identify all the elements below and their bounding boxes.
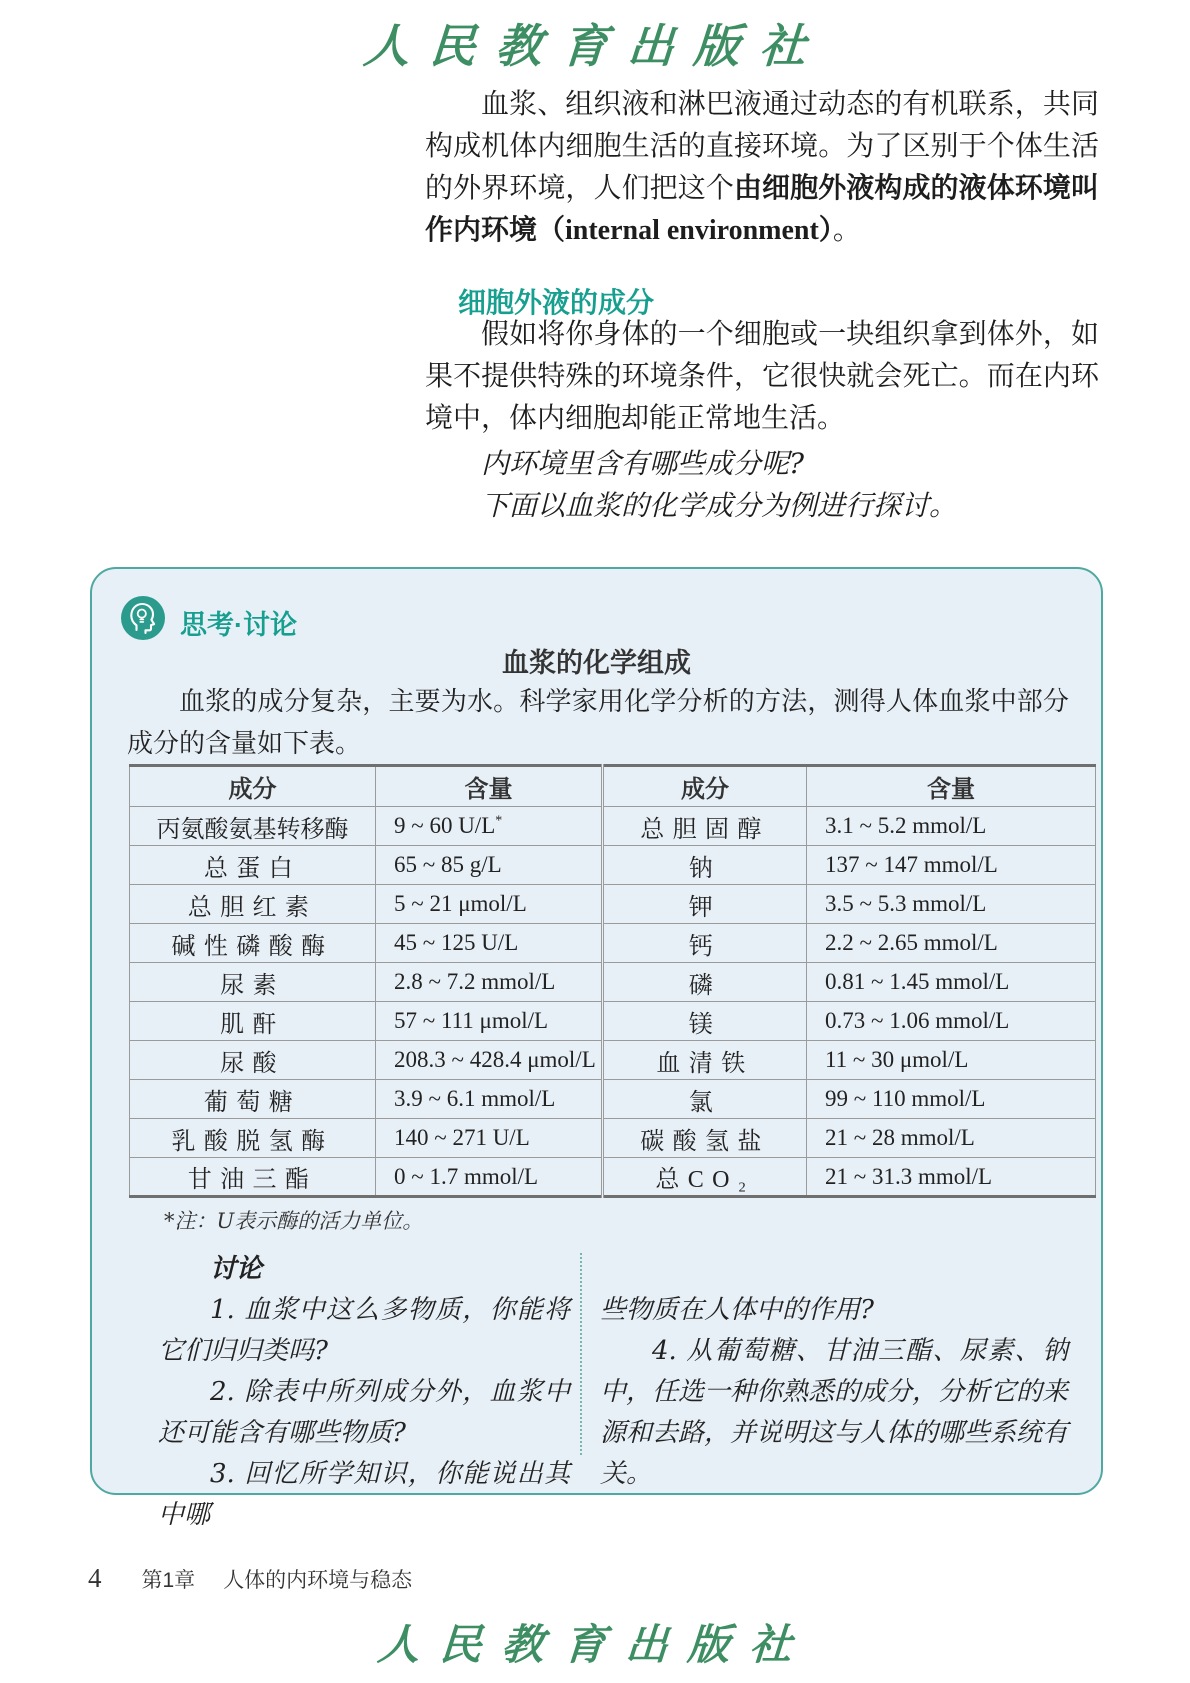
value-cell: 65 ~ 85 g/L <box>376 846 603 885</box>
publisher-logo-top: 人民教育出版社 <box>361 19 828 73</box>
value-cell: 137 ~ 147 mmol/L <box>807 846 1096 885</box>
component-cell: 镁 <box>603 1002 807 1041</box>
value-cell: 0.81 ~ 1.45 mmol/L <box>807 963 1096 1002</box>
table-row <box>130 846 1096 885</box>
discussion-item: 3. 回忆所学知识，你能说出其中哪 <box>158 1459 570 1530</box>
value-cell: 99 ~ 110 mmol/L <box>807 1080 1096 1119</box>
value-cell: 3.5 ~ 5.3 mmol/L <box>807 885 1096 924</box>
dotted-divider <box>580 1253 582 1455</box>
value-cell: 3.1 ~ 5.2 mmol/L <box>807 807 1096 846</box>
discussion-heading: 讨论 <box>210 1254 263 1284</box>
value-cell: 5 ~ 21 μmol/L <box>376 885 603 924</box>
plasma-composition-table <box>129 764 1096 1198</box>
think-discuss-label: 思考·讨论 <box>180 610 297 640</box>
value-cell: 0 ~ 1.7 mmol/L <box>376 1158 603 1197</box>
value-cell: 0.73 ~ 1.06 mmol/L <box>807 1002 1096 1041</box>
think-discuss-box <box>90 567 1103 1530</box>
component-cell: 钙 <box>603 924 807 963</box>
value-cell: 208.3 ~ 428.4 μmol/L <box>376 1041 603 1080</box>
table-row <box>130 924 1096 963</box>
table-row <box>130 807 1096 846</box>
intro-paragraph <box>425 84 1099 252</box>
box-title: 血浆的化学组成 <box>502 648 691 678</box>
discussion-item: 4. 从葡萄糖、甘油三酯、尿素、钠中，任选一种你熟悉的成分，分析它的来源和去路，并说明这与人体的哪些系统有关。 <box>600 1336 1069 1489</box>
value-cell: 21 ~ 28 mmol/L <box>807 1119 1096 1158</box>
component-cell: 钠 <box>603 846 807 885</box>
component-cell: 血清铁 <box>603 1041 807 1080</box>
key-term-bold: 由细胞外液构成的液体环境叫作内环境（internal environment） <box>425 173 1099 246</box>
intro-paragraph-lead: 血浆、组织液和淋巴液通过动态的有机联系，共同构成机体内细胞生活的直接环境。为了区别于个体生活的外界环境，人们把这个 <box>425 89 1099 204</box>
component-cell: 碱性磷酸酶 <box>130 924 376 963</box>
component-cell: 碳酸氢盐 <box>603 1119 807 1158</box>
component-cell: 肌酐 <box>130 1002 376 1041</box>
component-cell: 尿素 <box>130 963 376 1002</box>
value-cell: 3.9 ~ 6.1 mmol/L <box>376 1080 603 1119</box>
table-row <box>130 963 1096 1002</box>
component-cell: 总CO₂ <box>603 1158 807 1197</box>
intro-paragraph-tail: 。 <box>832 215 861 246</box>
value-cell: 2.2 ~ 2.65 mmol/L <box>807 924 1096 963</box>
value-cell: 9 ~ 60 U/L* <box>376 807 603 846</box>
discussion-item: 些物质在人体中的作用? <box>600 1295 874 1325</box>
table-footnote: *注：U表示酶的活力单位。 <box>164 1209 424 1233</box>
table-header-cell: 成分 <box>130 766 376 807</box>
chapter-title: 人体的内环境与稳态 <box>223 1569 413 1592</box>
table-header-cell: 成分 <box>603 766 807 807</box>
component-cell: 尿酸 <box>130 1041 376 1080</box>
table-row <box>130 1158 1096 1197</box>
value-cell: 45 ~ 125 U/L <box>376 924 603 963</box>
value-cell: 21 ~ 31.3 mmol/L <box>807 1158 1096 1197</box>
discussion-item: 2. 除表中所列成分外，血浆中还可能含有哪些物质? <box>158 1377 570 1448</box>
table-row <box>130 885 1096 924</box>
discussion-right-column <box>600 1290 1068 1495</box>
table-row <box>130 1119 1096 1158</box>
question-line: 内环境里含有哪些成分呢? <box>481 447 805 480</box>
component-cell: 丙氨酸氨基转移酶 <box>130 807 376 846</box>
table-row <box>130 1041 1096 1080</box>
component-cell: 甘油三酯 <box>130 1158 376 1197</box>
component-cell: 磷 <box>603 963 807 1002</box>
component-cell: 总胆红素 <box>130 885 376 924</box>
value-cell: 11 ~ 30 μmol/L <box>807 1041 1096 1080</box>
value-cell: 2.8 ~ 7.2 mmol/L <box>376 963 603 1002</box>
table-header-row <box>130 766 1096 807</box>
section-heading: 细胞外液的成分 <box>458 287 655 318</box>
publisher-logo-bottom: 人民教育出版社 <box>376 1620 814 1669</box>
component-cell: 乳酸脱氢酶 <box>130 1119 376 1158</box>
table-header-cell: 含量 <box>807 766 1096 807</box>
page-footer <box>88 1563 412 1594</box>
table-header-cell: 含量 <box>376 766 603 807</box>
value-cell: 57 ~ 111 μmol/L <box>376 1002 603 1041</box>
discussion-item: 1. 血浆中这么多物质，你能将它们归归类吗? <box>158 1295 570 1366</box>
chapter-label: 第1章 <box>141 1569 196 1592</box>
component-cell: 葡萄糖 <box>130 1080 376 1119</box>
head-lightbulb-icon <box>120 595 166 641</box>
value-cell: 140 ~ 271 U/L <box>376 1119 603 1158</box>
component-cell: 钾 <box>603 885 807 924</box>
component-cell: 总胆固醇 <box>603 807 807 846</box>
page-number: 4 <box>88 1563 102 1593</box>
component-cell: 氯 <box>603 1080 807 1119</box>
plasma-table-body <box>130 807 1096 1197</box>
section-paragraph: 假如将你身体的一个细胞或一块组织拿到体外，如果不提供特殊的环境条件，它很快就会死亡。而在内环境中，体内细胞却能正常地生活。 <box>425 319 1099 434</box>
table-row <box>130 1002 1096 1041</box>
discussion-left-column <box>158 1249 570 1536</box>
lead-in-line: 下面以血浆的化学成分为例进行探讨。 <box>481 489 958 522</box>
box-intro: 血浆的成分复杂，主要为水。科学家用化学分析的方法，测得人体血浆中部分成分的含量如下表。 <box>127 687 1069 758</box>
component-cell: 总蛋白 <box>130 846 376 885</box>
table-row <box>130 1080 1096 1119</box>
